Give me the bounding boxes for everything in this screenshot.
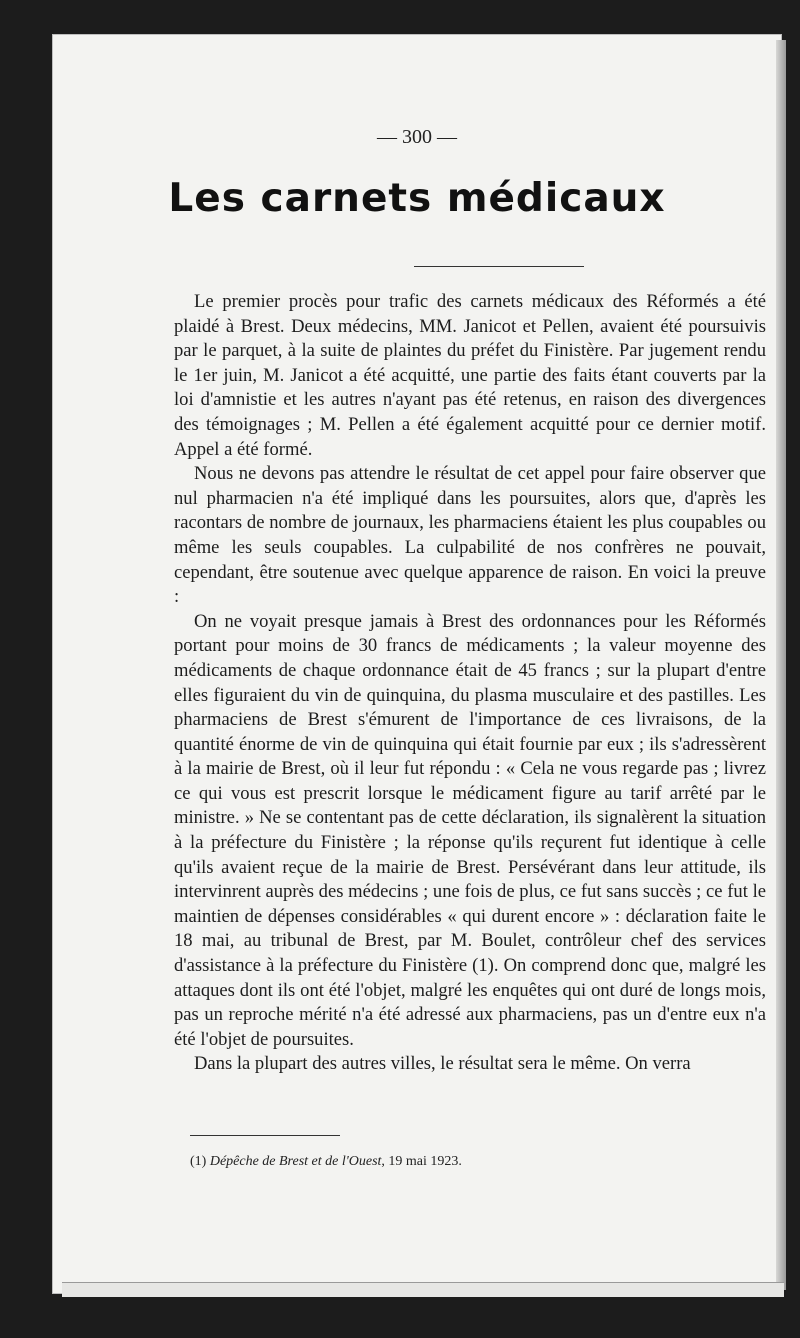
paragraph-3: On ne voyait presque jamais à Brest des ordonnances pour les Réformés portant pour moins de 30 francs de médicaments ; la valeur moyenne des médicaments de chaque ordonnance était de 45 francs ; sur la plupart d'entre elles figuraient du vin de quinquina, du plasma musculaire et des pastilles. Les pharmaciens de Brest s'émurent de l'importance de ces livraisons, de la quantité énorme de vin de quinquina qui était fournie par eux ; ils s'adressèrent à la mairie de Brest, où il leur fut répondu : « Cela ne vous regarde pas ; livrez ce qui vous est prescrit lorsque le médicament figure au tarif arrêté par le ministre. » Ne se contentant pas de cette déclaration, ils signalèrent la situation à la préfecture du Finistère ; la réponse qu'ils reçurent fut identique à celle qu'ils avaient reçue de la mairie de Brest. Persévérant dans leur attitude, ils intervinrent auprès des médecins ; une fois de plus, ce fut sans succès ; ce fut le maintien de dépenses considérables « qui durent encore » : déclaration faite le 18 mai, au tribunal de Brest, par M. Boulet, contrôleur chef des services d'assistance à la préfecture du Finistère (1). On comprend donc que, malgré les attaques dont ils ont été l'objet, malgré les enquêtes qui ont duré de longs mois, pas un reproche mérité n'a été adressé aux pharmaciens, pas un d'entre eux n'a été l'objet de poursuites. (174, 610, 766, 1050)
footnote-date: , 19 mai 1923. (381, 1154, 462, 1169)
book-page (52, 34, 782, 1294)
page-number: — 300 — (377, 126, 457, 148)
footnote-rule (190, 1135, 340, 1136)
heading-rule (414, 266, 584, 267)
footnote (190, 1154, 750, 1170)
page-bottom-edge (62, 1282, 784, 1297)
footnote-source: Dépêche de Brest et de l'Ouest (209, 1154, 382, 1169)
article-body (174, 290, 766, 1077)
paragraph-2: Nous ne devons pas attendre le résultat de cet appel pour faire observer que nul pharmacien n'a été impliqué dans les poursuites, alors que, d'après les racontars de nombre de journaux, les pharmaciens étaient les plus coupables ou même les seuls coupables. La culpabilité de nos confrères ne pouvait, cependant, être soutenue avec quelque apparence de raison. En voici la preuve : (174, 463, 766, 608)
paragraph-4: Dans la plupart des autres villes, le résultat sera le même. On verra (194, 1053, 691, 1075)
article-heading: Les carnets médicaux (168, 176, 666, 221)
page-stack-edge (776, 40, 786, 1290)
paragraph-1: Le premier procès pour trafic des carnets médicaux des Réformés a été plaidé à Brest. Deux médecins, MM. Janicot et Pellen, avaient été poursuivis par le parquet, à la suite de plaintes du préfet du Finistère. Par jugement rendu le 1er juin, M. Janicot a été acquitté, une partie des faits étant couverts par la loi d'amnistie et les autres n'ayant pas été retenus, en raison des divergences des témoignages ; M. Pellen a été également acquitté pour ce dernier motif. Appel a été formé. (174, 291, 766, 460)
footnote-marker: (1) (190, 1154, 207, 1169)
